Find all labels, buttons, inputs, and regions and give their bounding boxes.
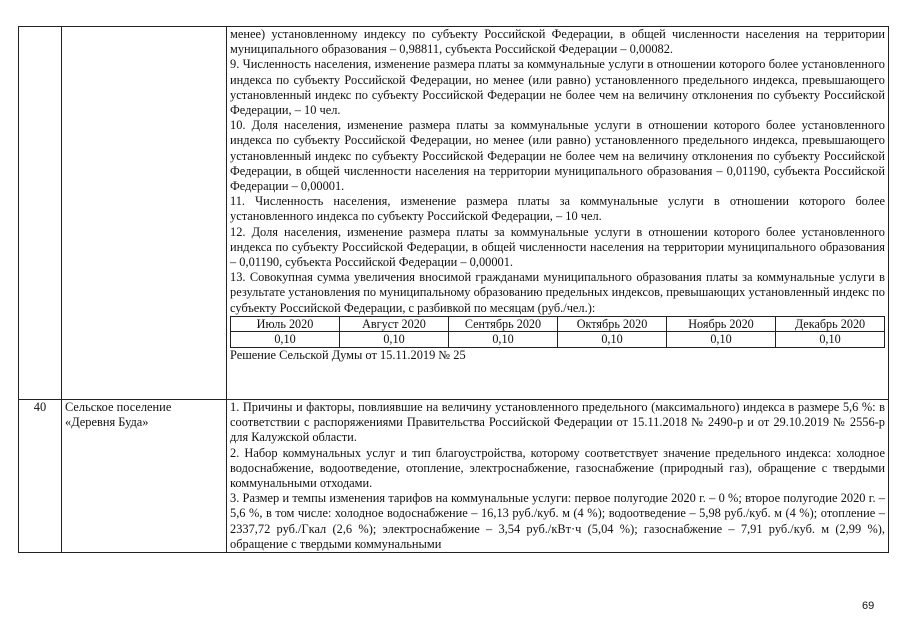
paragraph: 3. Размер и темпы изменения тарифов на коммунальные услуги: первое полугодие 2020 г. – 0 %; второе полугодие 2020 г. – 5,6 %, в том числе: холодное водоснабжение – 16,13 руб./куб. м (4 %); водоотведение – 5,98 руб./куб. м (4 %); отопление – 2337,72 руб./Гкал (2,6 %); электроснабжение – 3,54 руб./кВт·ч (5,04 %); газоснабжение – 7,91 руб./куб. м (2,99 %), обращение с твердыми коммунальными xyxy=(230,491,885,551)
paragraph: 2. Набор коммунальных услуг и тип благоустройства, которому соответствует значение предельного индекса: холодное водоснабжение, водоотведение, отопление, электроснабжение, газоснабжение (природный газ), обращение с твердыми коммунальными отходами. xyxy=(230,445,885,491)
table-row xyxy=(19,27,889,400)
paragraph: 1. Причины и факторы, повлиявшие на величину установленного предельного (максимального) индекса в размере 5,6 %: в соответствии с распоряжениями Правительства Российской Федерации от 15.11.2018 № 2490-р и от 29.10.2019 № 2556-р для Калужской области. xyxy=(230,400,885,445)
table-row xyxy=(19,400,889,553)
paragraph: 12. Доля населения, изменение размера платы за коммунальные услуги в отношении которого более установленного индекса по субъекту Российской Федерации, в общей численности населения на территории муниципального образования – 0,01190, субъекта Российской Федерации – 0,00001. xyxy=(230,224,885,270)
municipality-name-line: «Деревня Буда» xyxy=(65,415,149,430)
paragraph: 10. Доля населения, изменение размера платы за коммунальные услуги в отношении которого более установленного индекса по субъекту Российской Федерации, но менее (или равно) установленного предельного индекса, превышающего установленный индекс по субъекту Российской Федерации не более чем на величину отклонения по субъекту Российской Федерации, в общей численности населения на территории муниципального образования – 0,01190, субъекта Российской Федерации – 0,00001. xyxy=(230,118,885,194)
municipality-name-line: Сельское поселение xyxy=(65,400,172,414)
paragraph: 13. Совокупная сумма увеличения вносимой гражданами муниципального образования платы за коммунальные услуги в результате установления по муниципальному образованию предельных индексов, превышающих установленный индекс по субъекту Российской Федерации, с разбивкой по месяцам (руб./чел.): xyxy=(230,270,885,315)
row-content xyxy=(227,400,889,553)
month-header: Август 2020 xyxy=(340,316,449,331)
paragraph: менее) установленному индексу по субъекту Российской Федерации, в общей численности населения на территории муниципального образования – 0,98811, субъекта Российской Федерации – 0,00082. xyxy=(230,27,885,57)
month-header: Июль 2020 xyxy=(231,316,340,331)
month-header: Декабрь 2020 xyxy=(776,316,885,331)
monthly-header-row xyxy=(231,316,885,331)
month-header: Сентябрь 2020 xyxy=(449,316,558,331)
month-value: 0,10 xyxy=(667,332,776,347)
monthly-increase-table xyxy=(230,316,885,348)
row-number: 40 xyxy=(19,400,62,553)
registry-table xyxy=(18,26,889,553)
page-number: 69 xyxy=(862,600,875,612)
month-value: 0,10 xyxy=(340,332,449,347)
decision-reference: Решение Сельской Думы от 15.11.2019 № 25 xyxy=(230,347,466,362)
month-value: 0,10 xyxy=(558,332,667,347)
month-value: 0,10 xyxy=(449,332,558,347)
month-value: 0,10 xyxy=(231,332,340,347)
municipality-name xyxy=(62,27,227,400)
paragraph: 9. Численность населения, изменение размера платы за коммунальные услуги в отношении которого более установленного индекса по субъекту Российской Федерации, но менее (или равно) установленного предельного индекса, превышающего установленный индекс по субъекту Российской Федерации не более чем на величину отклонения по субъекту Российской Федерации, – 10 чел. xyxy=(230,57,885,118)
month-value: 0,10 xyxy=(776,332,885,347)
row-content xyxy=(227,27,889,400)
monthly-value-row xyxy=(231,332,885,347)
month-header: Ноябрь 2020 xyxy=(667,316,776,331)
month-header: Октябрь 2020 xyxy=(558,316,667,331)
row-number xyxy=(19,27,62,400)
municipality-name xyxy=(62,400,227,553)
paragraph: 11. Численность населения, изменение размера платы за коммунальные услуги в отношении которого более установленного индекса по субъекту Российской Федерации, – 10 чел. xyxy=(230,194,885,224)
